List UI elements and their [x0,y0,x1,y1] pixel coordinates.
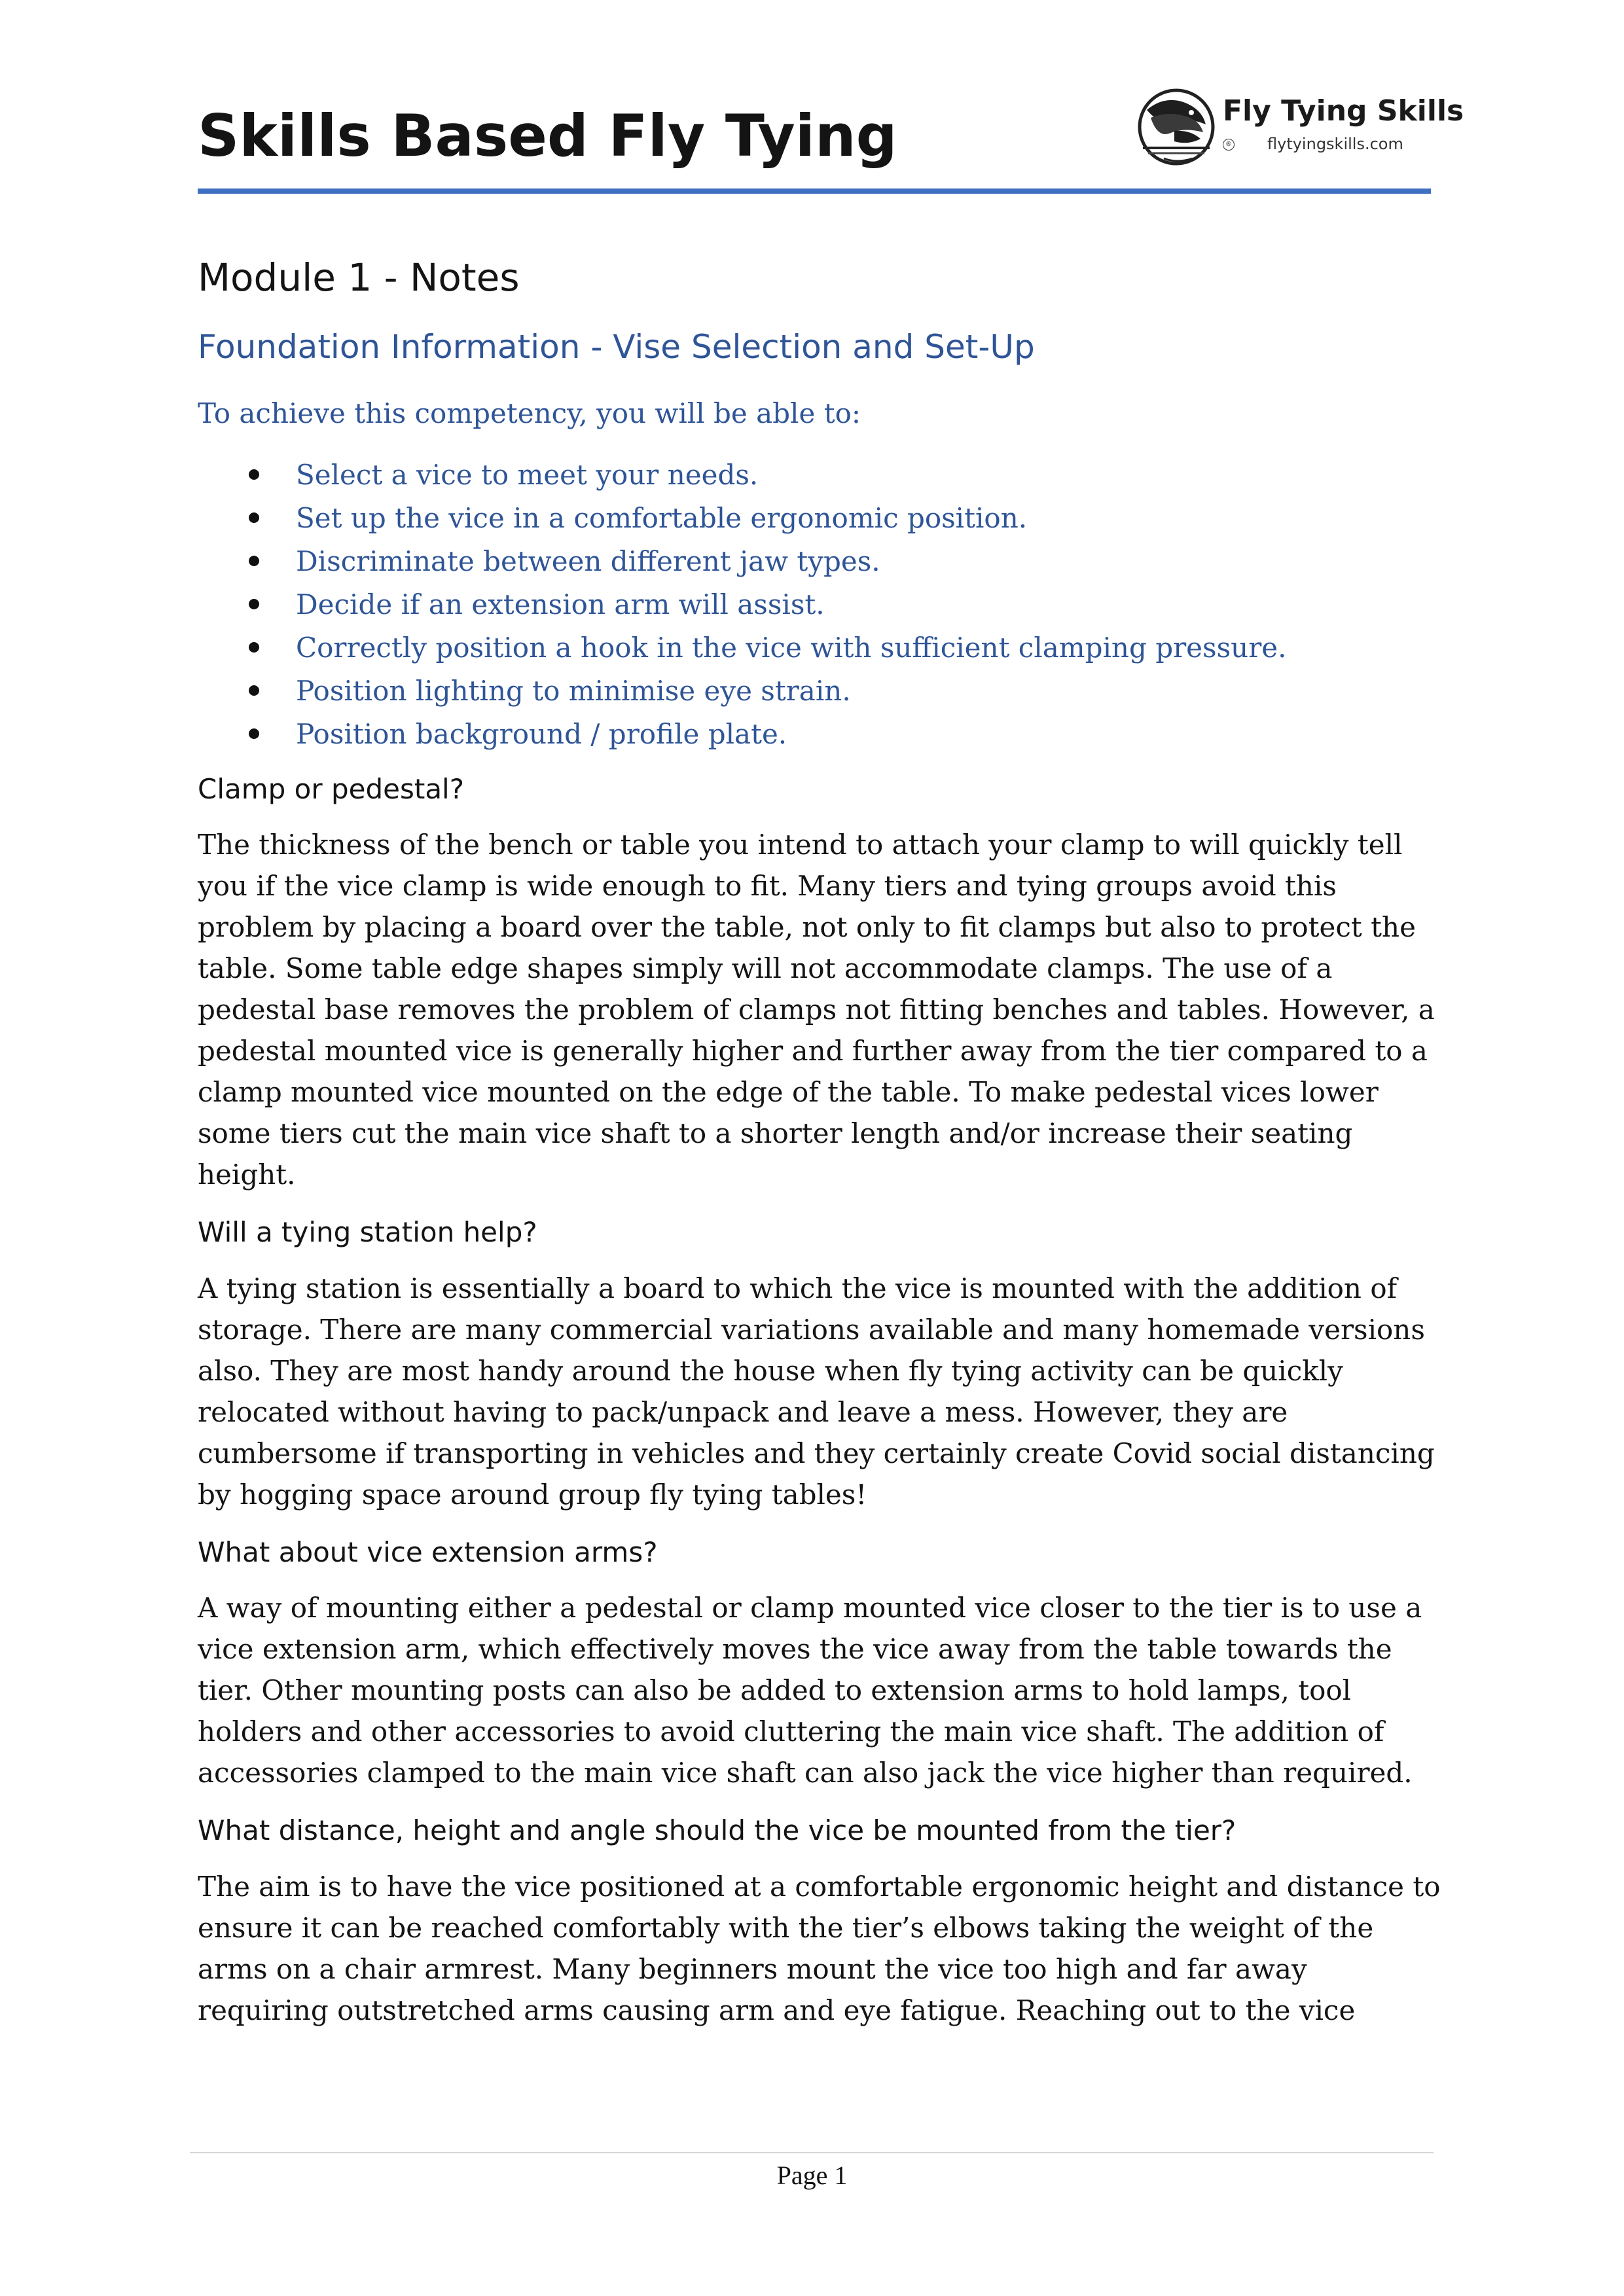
bullet-icon [249,642,259,653]
document-body [198,255,1441,2051]
list-item [198,626,1441,670]
logo-url: flytyingskills.com [1267,135,1403,153]
list-item [198,713,1441,756]
extension-heading: What about vice extension arms? [198,1535,658,1568]
distance-heading: What distance, height and angle should the vice be mounted from the tier? [198,1814,1236,1847]
bullet-icon [249,685,259,696]
page-number: Page 1 [776,2161,848,2190]
header-divider [198,188,1431,194]
footer-divider [190,2152,1434,2153]
bullet-icon [249,512,259,523]
bullet-icon [249,556,259,566]
list-item-text: Position background / profile plate. [296,717,787,750]
list-item-text: Discriminate between different jaw types. [296,545,880,577]
bullet-icon [249,728,259,739]
list-item-text: Select a vice to meet your needs. [296,458,759,491]
section-title: Foundation Information - Vise Selection and Set-Up [198,327,1035,366]
list-item [198,454,1441,497]
competency-list [198,454,1441,756]
list-item-text: Correctly position a hook in the vice with sufficient clamping pressure. [296,631,1287,664]
document-title: Skills Based Fly Tying [198,102,897,170]
logo-brand-name: Fly Tying Skills [1223,94,1464,128]
fish-logo-icon [1138,84,1215,169]
brand-logo [1138,81,1464,173]
competency-intro: To achieve this competency, you will be able to: [198,397,861,429]
list-item [198,497,1441,540]
extension-paragraph: A way of mounting either a pedestal or clamp mounted vice closer to the tier is to use a vice extension arm, which effectively moves the vice away from the table towards the tier. Other mounting posts can also be added to extension arms to hold lamps, tool holders and other accessories to avoid cluttering the main vice shaft. The addition of accessories clamped to the main vice shaft can also jack the vice higher than required. [198,1592,1422,1789]
bullet-icon [249,469,259,480]
list-item-text: Position lighting to minimise eye strain. [296,674,851,707]
registered-mark: ® [1223,139,1235,151]
clamp-paragraph: The thickness of the bench or table you intend to attach your clamp to will quickly tell you if the vice clamp is wide enough to fit. Many tiers and tying groups avoid this problem by placing a board over the table, not only to fit clamps but also to protect the table. Some table edge shapes simply will not accommodate clamps. The use of a pedestal base removes the problem of clamps not fitting benches and tables. However, a pedestal mounted vice is generally higher and further away from the tier compared to a clamp mounted vice mounted on the edge of the table. To make pedestal vices lower some tiers cut the main vice shaft to a shorter length and/or increase their seating height. [198,829,1435,1191]
list-item [198,583,1441,626]
clamp-heading: Clamp or pedestal? [198,772,465,805]
bullet-icon [249,599,259,609]
module-title: Module 1 - Notes [198,255,520,300]
list-item-text: Set up the vice in a comfortable ergonomic position. [296,501,1028,534]
list-item-text: Decide if an extension arm will assist. [296,588,825,620]
list-item [198,540,1441,583]
list-item [198,670,1441,713]
station-paragraph: A tying station is essentially a board to which the vice is mounted with the addition of storage. There are many commercial variations available and many homemade versions also. They are most handy around the house when fly tying activity can be quickly relocated without having to pack/unpack and leave a mess. However, they are cumbersome if transporting in vehicles and they certainly create Covid social distancing by hogging space around group fly tying tables! [198,1272,1435,1511]
distance-paragraph: The aim is to have the vice positioned at a comfortable ergonomic height and distance to ensure it can be reached comfortably with the tier’s elbows taking the weight of the arms on a chair armrest. Many beginners mount the vice too high and far away requiring outstretched arms causing arm and eye fatigue. Reaching out to the vice [198,1870,1441,2026]
station-heading: Will a tying station help? [198,1216,537,1249]
